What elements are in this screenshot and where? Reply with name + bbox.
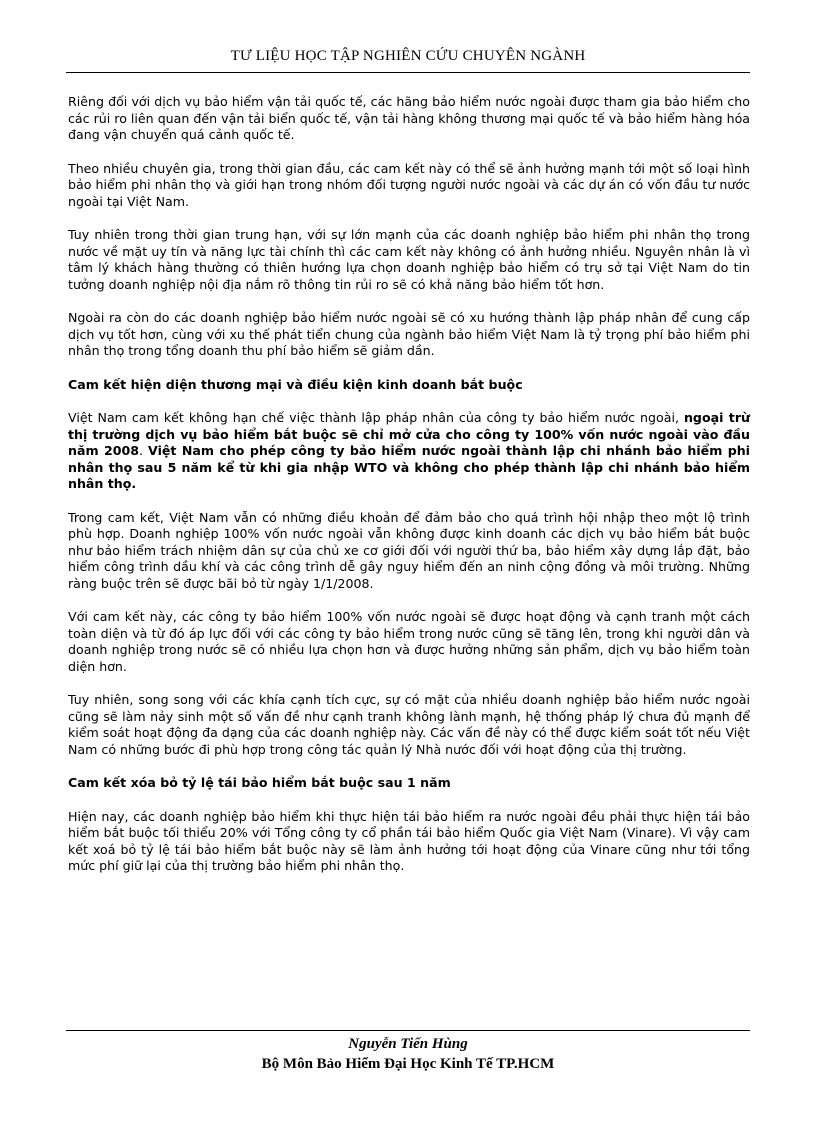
section-heading-reinsurance: Cam kết xóa bỏ tỷ lệ tái bảo hiểm bắt buộc sau 1 năm bbox=[68, 775, 451, 790]
footer-divider bbox=[66, 1030, 750, 1031]
paragraph-transport-insurance: Riêng đối với dịch vụ bảo hiểm vận tải quốc tế, các hãng bảo hiểm nước ngoài được tham gia bảo hiểm cho các rủi ro liên quan đến vận tải biển quốc tế, vận tải hàng không thương mại quốc tế và bảo hiểm hàng hóa đang vận chuyển quá cảnh quốc tế. bbox=[68, 94, 750, 142]
paragraph-competition-impact: Với cam kết này, các công ty bảo hiểm 100% vốn nước ngoài sẽ được hoạt động và cạnh tranh một cách toàn diện và từ đó áp lực đối với các công ty bảo hiểm trong nước cũng sẽ tăng lên, trong khi người dân và doanh nghiệp trong nước sẽ có nhiều lựa chọn hơn và được hưởng những sản phẩm, dịch vụ bảo hiểm toàn diện hơn. bbox=[68, 609, 750, 674]
commitment-exception-bold: ngoại trừ thị trường dịch vụ bảo hiểm bắt buộc sẽ chỉ mở cửa cho công ty 100% vốn nước ngoài vào đầu năm 2008 bbox=[68, 410, 750, 458]
paragraph-expert-opinion: Theo nhiều chuyên gia, trong thời gian đầu, các cam kết này có thể sẽ ảnh hưởng mạnh tới một số loại hình bảo hiểm phi nhân thọ và giới hạn trong nhóm đối tượng người nước ngoài và các dự án có vốn đầu tư nước ngoài tại Việt Nam. bbox=[68, 160, 750, 209]
commitment-branch-bold: Việt Nam cho phép công ty bảo hiểm nước ngoài thành lập chi nhánh bảo hiểm phi nhân thọ sau 5 năm kể từ khi gia nhập WTO và không cho phép thành lập chi nhánh bảo hiểm nhân thọ. bbox=[68, 443, 750, 491]
paragraph-integration-roadmap: Trong cam kết, Việt Nam vẫn có những điều khoản để đảm bảo cho quá trình hội nhập theo một lộ trình phù hợp. Doanh nghiệp 100% vốn nước ngoài vẫn không được kinh doanh các dịch vụ bảo hiểm bắt buộc như bảo hiểm trách nhiệm dân sự của chủ xe cơ giới đối với người thứ ba, bảo hiểm xây dựng lắp đặt, bảo hiểm công trình dầu khí và các công trình dễ gây nguy hiểm đến an ninh cộng đồng và môi trường. Những ràng buộc trên sẽ được bãi bỏ từ ngày 1/1/2008. bbox=[68, 509, 750, 591]
paragraph-reinsurance: Hiện nay, các doanh nghiệp bảo hiểm khi thực hiện tái bảo hiểm ra nước ngoài đều phải thực hiện tái bảo hiểm bắt buộc tối thiểu 20% với Tổng công ty cổ phần tái bảo hiểm Quốc gia Việt Nam (Vinare). Vì vậy cam kết xoá bỏ tỷ lệ tái bảo hiểm bắt buộc này sẽ làm ảnh hưởng tới hoạt động của Vinare cũng như tới tổng mức phí giữ lại của thị trường bảo hiểm phi nhân thọ. bbox=[68, 808, 750, 873]
section-heading-commercial-presence: Cam kết hiện diện thương mại và điều kiện kinh doanh bắt buộc bbox=[68, 376, 523, 392]
paragraph-commercial-presence-commitment bbox=[68, 410, 750, 493]
footer-author: Nguyễn Tiến Hùng bbox=[348, 1036, 468, 1052]
header-divider bbox=[66, 72, 750, 73]
paragraph-mid-term-impact: Tuy nhiên trong thời gian trung hạn, với sự lớn mạnh của các doanh nghiệp bảo hiểm phi nhân thọ trong nước về mặt uy tín và năng lực tài chính thì các cam kết này không có ảnh hưởng nhiều. Nguyên nhân là vì tâm lý khách hàng thường có thiên hướng lựa chọn doanh nghiệp bảo hiểm có trụ sở tại Việt Nam do tin tưởng doanh nghiệp nội địa nắm rõ thông tin rủi ro sẽ có khả năng bảo hiểm tốt hơn. bbox=[68, 227, 750, 292]
paragraph-negative-aspects: Tuy nhiên, song song với các khía cạnh tích cực, sự có mặt của nhiều doanh nghiệp bảo hiểm nước ngoài cũng sẽ làm nảy sinh một số vấn đề như cạnh tranh không lành mạnh, hệ thống pháp lý chưa đủ mạnh để kiểm soát hoạt động đa dạng của các doanh nghiệp này. Các vấn đề này có thể được kiểm soát tốt nếu Việt Nam có những bước đi phù hợp trong công tác quản lý Nhà nước đối với hoạt động của thị trường. bbox=[68, 692, 750, 757]
commitment-separator: . bbox=[139, 443, 149, 458]
document-body bbox=[68, 94, 750, 892]
commitment-text: Việt Nam cam kết không hạn chế việc thành lập pháp nhân của công ty bảo hiểm nước ngoài, bbox=[68, 410, 684, 425]
paragraph-foreign-trend: Ngoài ra còn do các doanh nghiệp bảo hiểm nước ngoài sẽ có xu hướng thành lập pháp nhân để cung cấp dịch vụ tốt hơn, cùng với xu thế phát tiển chung của ngành bảo hiểm Việt Nam là tỷ trọng phí bảo hiểm phi nhân thọ trong tổng doanh thu phí bảo hiểm sẽ giảm dần. bbox=[68, 310, 750, 358]
page-header-title: TƯ LIỆU HỌC TẬP NGHIÊN CỨU CHUYÊN NGÀNH bbox=[230, 48, 586, 64]
footer-department: Bộ Môn Bảo Hiểm Đại Học Kinh Tế TP.HCM bbox=[261, 1056, 555, 1072]
